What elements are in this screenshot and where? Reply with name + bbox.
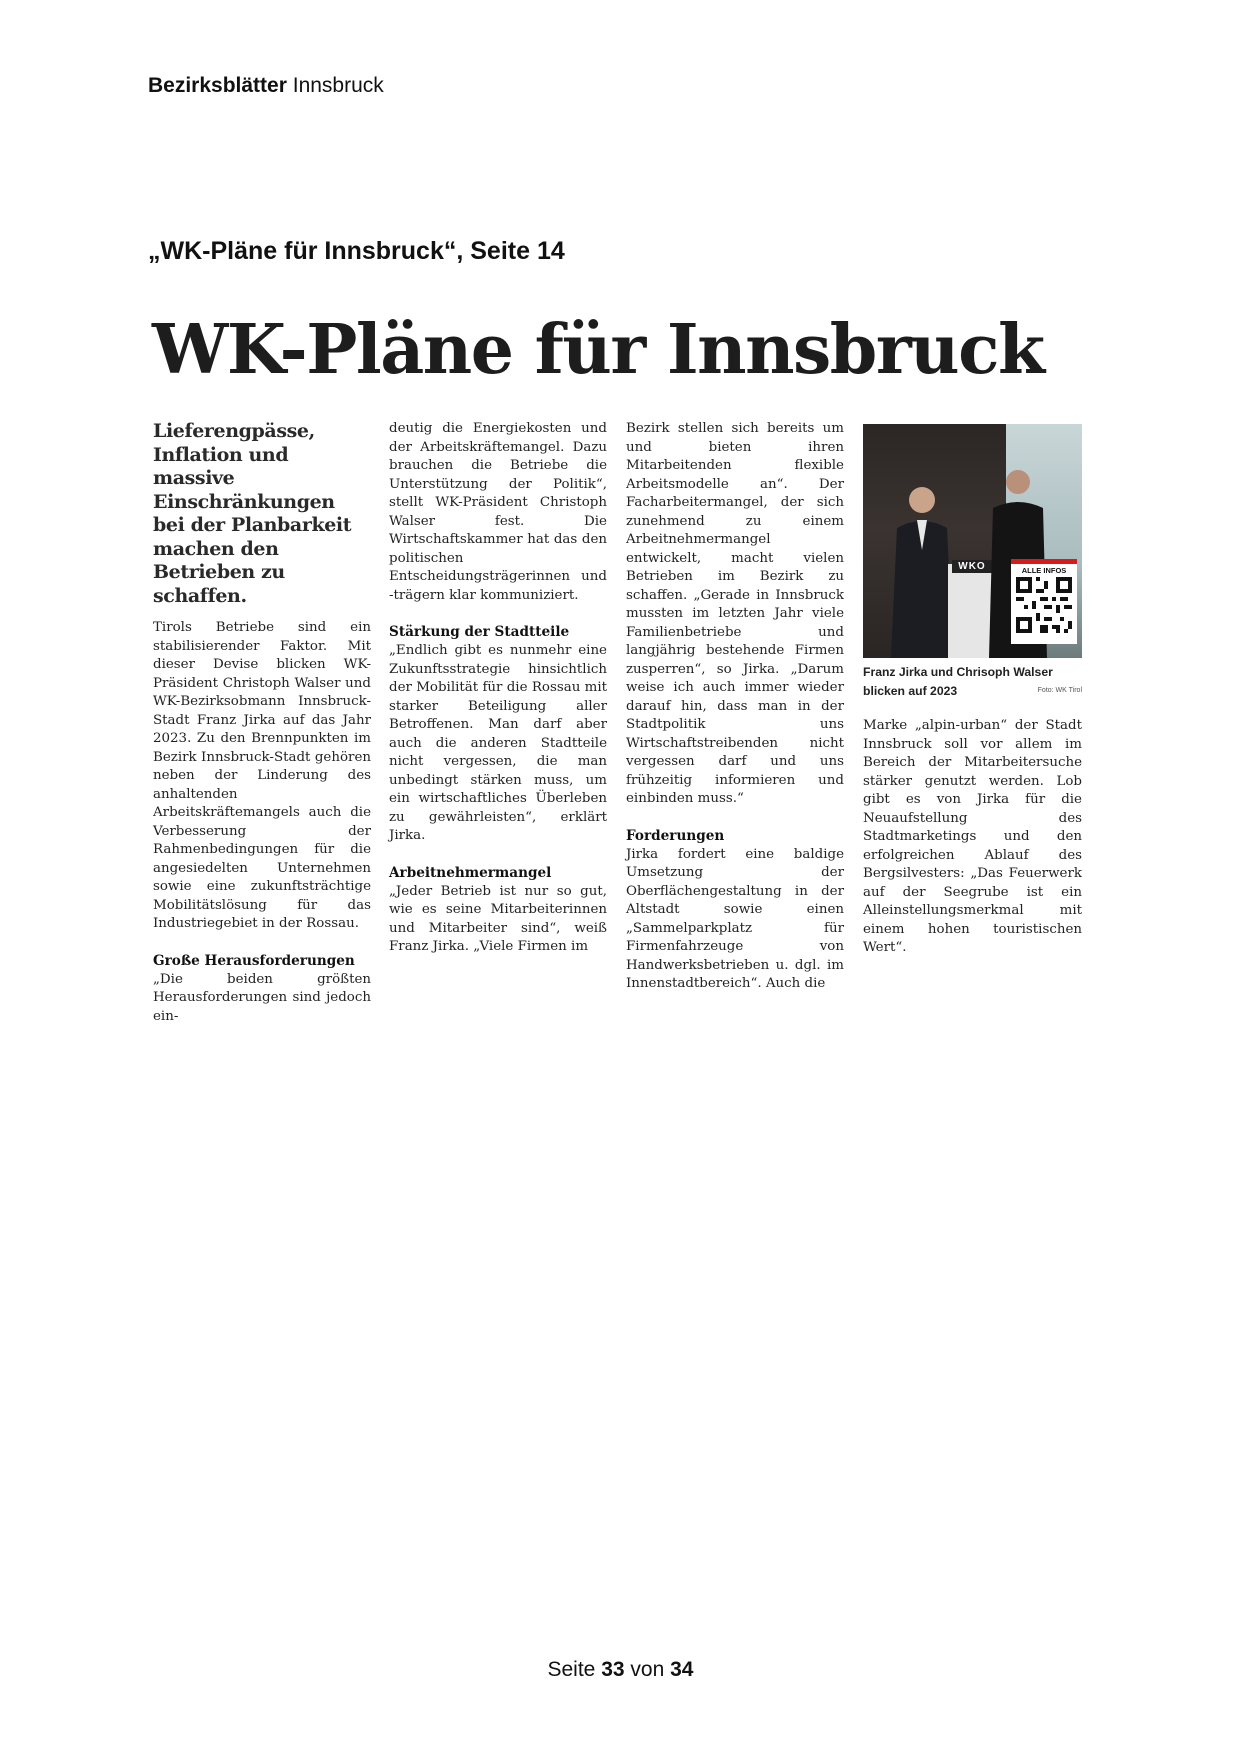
person-figure-left — [889, 480, 955, 658]
publication-edition: Innsbruck — [292, 74, 384, 97]
article-photo — [863, 424, 1082, 658]
article-paragraph: Bezirk stellen sich bereits um und bieten ihren Mitarbeitenden flexible Arbeitsmodelle an“. Der Facharbeitermangel, der sich zunehmend zu einem Arbeitnehmermangel entwickelt, macht vielen Betrieben im Bezirk zu schaffen. „Gerade in Innsbruck mussten im letzten Jahr viele Familienbetriebe und langjährig bestehende Firmen zusperren“, so Jirka. „Darum weise ich auch immer wieder darauf hin, dass man in der Stadtpolitik uns Wirtschaftstreibenden nicht vergessen darf und uns frühzeitig informieren und einbinden muss.“ — [626, 421, 844, 806]
article-column-1 — [153, 420, 371, 1026]
article-paragraph: Jirka fordert eine baldige Umsetzung der Oberflächengestaltung in der Altstadt sowie einen „Sammelparkplatz für Firmenfahrzeuge von Handwerksbetrieben u. dgl. im Innenstadtbereich“. Auch die — [626, 846, 844, 991]
article-reference: „WK-Pläne für Innsbruck“, Seite 14 — [148, 237, 565, 265]
footer-middle: von — [630, 1658, 665, 1681]
subheading: Große Herausforderungen — [153, 952, 355, 969]
current-page-number: 33 — [601, 1658, 625, 1681]
article-column-4 — [863, 717, 1082, 958]
article-paragraph: „Endlich gibt es nunmehr eine Zukunftsstrategie hinsichtlich der Mobilität für die Rossau mit starker Beteiligung aller Betroffenen. Man darf aber auch die anderen Stadtteile nicht vergessen, die man unbedingt stärken muss, um ein wirtschaftliches Überleben zu gewährleisten“, erklärt Jirka. — [389, 643, 607, 843]
footer-prefix: Seite — [547, 1658, 596, 1681]
article-column-3 — [626, 420, 844, 994]
article-paragraph: „Jeder Betrieb ist nur so gut, wie es seine Mitarbeiterinnen und Mitarbeiter sind“, weiß Franz Jirka. „Viele Firmen im — [389, 883, 607, 954]
photo-credit: Foto: WK Tirol — [1037, 686, 1082, 694]
article-paragraph: Marke „alpin-urban“ der Stadt Innsbruck soll vor allem im Bereich der Mitarbeitersuche stärker genutzt werden. Lob gibt es von Jirka für die Neuaufstellung des Stadtmarketings und den erfolgreichen Ablauf des Bergsilvesters: „Das Feuerwerk auf der Seegrube ist ein Alleinstellungsmerkmal mit einem hohen touristischen Wert“. — [863, 718, 1082, 955]
subheading: Forderungen — [626, 827, 725, 844]
qr-code-icon — [1016, 577, 1072, 633]
podium-logo: WKO — [952, 560, 992, 573]
qr-label: ALLE INFOS — [1021, 566, 1067, 575]
publication-name: Bezirksblätter — [148, 74, 287, 97]
photo-caption — [863, 663, 1082, 700]
page-footer — [0, 1658, 1241, 1682]
article-paragraph: deutig die Energiekosten und der Arbeitskräftemangel. Dazu brauchen die Betriebe die Unterstützung der Politik“, stellt WK-Präsident Christoph Walser fest. Die Wirtschaftskammer hat das den politischen Entscheidungsträgerinnen und -trägern klar kommuniziert. — [389, 421, 607, 603]
article-column-2 — [389, 420, 607, 957]
article-paragraph: Tirols Betriebe sind ein stabilisierender Faktor. Mit dieser Devise blicken WK-Präsident Christoph Walser und WK-Bezirksobmann Innsbruck-Stadt Franz Jirka auf das Jahr 2023. Zu den Brennpunkten im Bezirk Innsbruck-Stadt gehören neben der Linderung des anhaltenden Arbeitskräftemangels auch die Verbesserung der Rahmenbedingungen für die angesiedelten Unternehmen sowie eine zukunftsträchtige Mobilitätslösung für das Industriegebiet in der Rossau. — [153, 620, 371, 931]
article-headline: WK-Pläne für Innsbruck — [152, 310, 1044, 390]
subheading: Stärkung der Stadtteile — [389, 624, 570, 640]
total-page-count: 34 — [670, 1658, 694, 1681]
subheading: Arbeitnehmermangel — [389, 864, 552, 881]
article-lead: Lieferengpässe, Inflation und massive Einschränkungen bei der Planbarkeit machen den Betrieben zu schaffen. — [153, 420, 352, 607]
article-paragraph: „Die beiden größten Herausforderungen sind jedoch ein- — [153, 971, 371, 1024]
caption-text: Franz Jirka und Chrisoph Walser blicken auf 2023 — [863, 665, 1053, 698]
publication-header — [148, 74, 384, 98]
qr-code-box[interactable] — [1011, 559, 1077, 644]
